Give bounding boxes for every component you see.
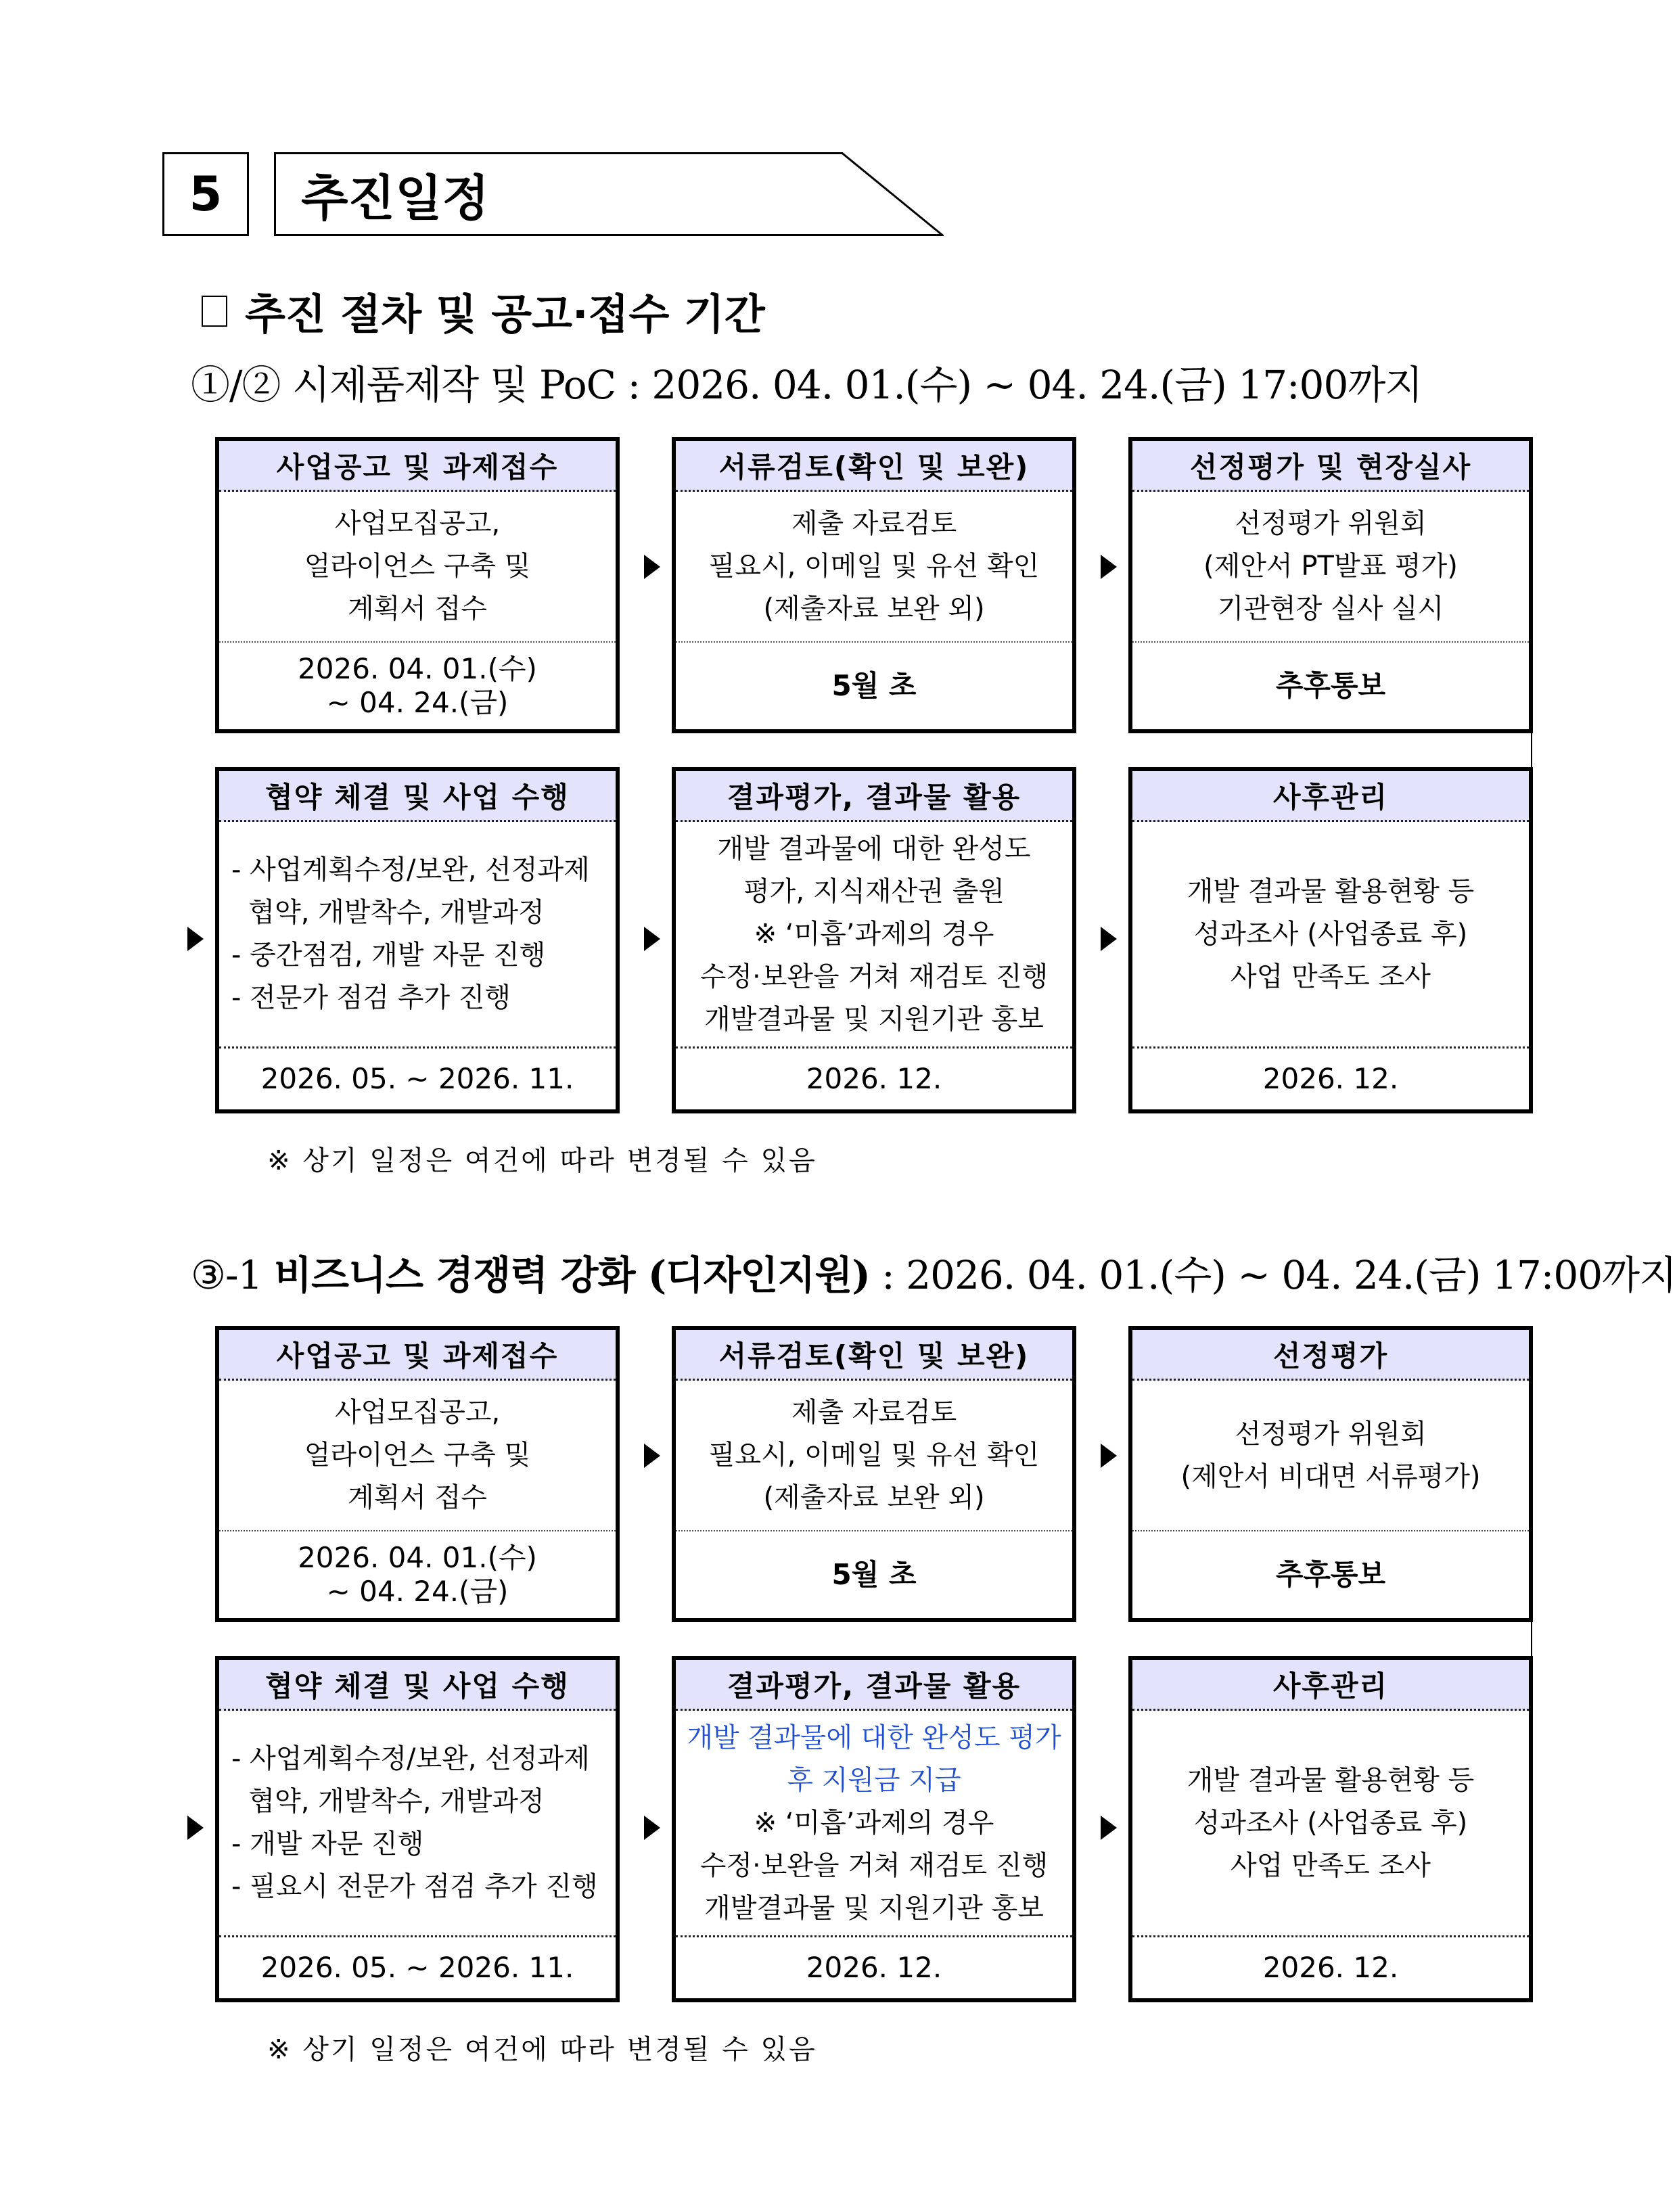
step-body-highlight-line: 후 지원금 지급 — [787, 1764, 961, 1796]
step-body-line: 기관현장 실사 실시 — [1217, 593, 1444, 624]
step-body — [676, 1381, 1072, 1530]
step-card-document-review — [672, 1326, 1076, 1622]
step-body-line: 협약, 개발착수, 개발과정 — [231, 897, 545, 928]
section-1-title — [191, 353, 1422, 410]
step-body-line: 필요시, 이메일 및 유선 확인 — [708, 1439, 1040, 1471]
section-1-period: : 2026. 04. 01.(수) ~ 04. 24.(금) 17:00까지 — [627, 362, 1423, 408]
step-period — [219, 641, 616, 729]
arrow-right-icon — [644, 1816, 660, 1840]
arrow-right-icon — [644, 927, 660, 951]
step-header: 사후관리 — [1132, 1660, 1529, 1711]
step-body — [1132, 1381, 1529, 1530]
arrow-right-icon — [187, 927, 204, 951]
step-period-line: 추후통보 — [1275, 1558, 1386, 1591]
step-body-line: 사업모집공고, — [334, 1397, 501, 1428]
step-period-line: 5월 초 — [831, 1558, 917, 1591]
step-card-result-evaluation — [672, 767, 1076, 1113]
step-body-line: 제출 자료검토 — [791, 508, 957, 539]
arrow-right-icon — [187, 1816, 204, 1840]
section-2-prefix: ③-1 — [191, 1252, 262, 1298]
arrow-right-icon — [644, 1444, 660, 1468]
step-body-line: 사업 만족도 조사 — [1231, 961, 1431, 992]
step-period — [219, 1046, 616, 1109]
step-body — [219, 1711, 616, 1935]
step-header: 결과평가, 결과물 활용 — [676, 1660, 1072, 1711]
step-body-line: 협약, 개발착수, 개발과정 — [231, 1786, 545, 1817]
checkbox-square-icon — [202, 296, 227, 327]
step-card-announcement — [215, 1326, 620, 1622]
step-body — [676, 822, 1072, 1046]
row-connector-line — [1531, 1619, 1532, 1659]
step-body-line: 수정·보완을 거쳐 재검토 진행 — [699, 961, 1049, 992]
section-1-name: 시제품제작 및 PoC — [292, 362, 616, 408]
section-2-name: 비즈니스 경쟁력 강화 (디자인지원) — [273, 1252, 870, 1298]
step-body-line: 선정평가 위원회 — [1235, 1418, 1427, 1450]
step-period-line: ~ 04. 24.(금) — [326, 1575, 509, 1608]
step-header: 사업공고 및 과제접수 — [219, 1330, 616, 1381]
schedule-note: ※ 상기 일정은 여건에 따라 변경될 수 있음 — [267, 1145, 817, 1176]
step-card-selection-evaluation — [1128, 437, 1533, 733]
arrow-right-icon — [1101, 555, 1117, 579]
step-period-line: 2026. 05. ~ 2026. 11. — [260, 1062, 574, 1095]
step-period-line: 2026. 04. 01.(수) — [298, 1541, 537, 1574]
step-body-line: 개발결과물 및 지원기관 홍보 — [704, 1892, 1044, 1924]
step-body-line: ※ ‘미흡’과제의 경우 — [754, 1807, 994, 1839]
step-header: 사후관리 — [1132, 771, 1529, 822]
step-card-follow-up — [1128, 767, 1533, 1113]
step-card-agreement — [215, 767, 620, 1113]
subheading-text: 추진 절차 및 공고·접수 기간 — [245, 290, 765, 339]
step-header: 협약 체결 및 사업 수행 — [219, 1660, 616, 1711]
step-body-line: ※ ‘미흡’과제의 경우 — [754, 918, 994, 950]
step-card-document-review — [672, 437, 1076, 733]
step-period — [1132, 1935, 1529, 1998]
step-body — [219, 492, 616, 641]
step-period-line: ~ 04. 24.(금) — [326, 686, 509, 719]
step-card-agreement — [215, 1656, 620, 2002]
step-body-line: 사업 만족도 조사 — [1231, 1849, 1431, 1881]
step-body-line: 성과조사 (사업종료 후) — [1193, 1807, 1468, 1839]
section-number-box — [162, 152, 249, 236]
subheading — [202, 281, 765, 341]
step-period — [219, 1530, 616, 1618]
step-period — [1132, 1530, 1529, 1618]
step-body-line: - 개발 자문 진행 — [231, 1828, 424, 1860]
step-body-line: 평가, 지식재산권 출원 — [743, 875, 1005, 907]
step-card-selection-evaluation — [1128, 1326, 1533, 1622]
step-body-line: 개발 결과물에 대한 완성도 — [717, 833, 1031, 865]
step-body-line: - 전문가 점검 추가 진행 — [231, 982, 511, 1013]
step-body-line: - 중간점검, 개발 자문 진행 — [231, 940, 546, 971]
step-body-line: - 필요시 전문가 점검 추가 진행 — [231, 1871, 598, 1902]
step-body-line: (제안서 비대면 서류평가) — [1180, 1460, 1481, 1492]
section-title: 추진일정 — [301, 170, 490, 227]
step-body-line: (제출자료 보완 외) — [763, 593, 985, 624]
step-header: 사업공고 및 과제접수 — [219, 441, 616, 492]
step-body-line: (제안서 PT발표 평가) — [1203, 551, 1458, 582]
step-period-line: 2026. 12. — [806, 1062, 942, 1095]
step-header: 협약 체결 및 사업 수행 — [219, 771, 616, 822]
step-period-line: 2026. 12. — [1262, 1062, 1399, 1095]
step-body — [676, 1711, 1072, 1935]
step-period-line: 2026. 12. — [806, 1951, 942, 1984]
step-header: 결과평가, 결과물 활용 — [676, 771, 1072, 822]
arrow-right-icon — [1101, 1444, 1117, 1468]
step-header: 서류검토(확인 및 보완) — [676, 441, 1072, 492]
arrow-right-icon — [1101, 1816, 1117, 1840]
step-period-line: 5월 초 — [831, 669, 917, 702]
step-body-line: 얼라이언스 구축 및 — [304, 1439, 531, 1471]
step-body-line: 제출 자료검토 — [791, 1397, 957, 1428]
section-2-period: : 2026. 04. 01.(수) ~ 04. 24.(금) 17:00까지 — [881, 1252, 1677, 1298]
row-connector-line — [1531, 731, 1532, 770]
step-body-line: 선정평가 위원회 — [1235, 508, 1427, 539]
step-card-result-evaluation — [672, 1656, 1076, 2002]
arrow-right-icon — [1101, 927, 1117, 951]
step-body-line: 수정·보완을 거쳐 재검토 진행 — [699, 1849, 1049, 1881]
step-body — [1132, 822, 1529, 1046]
step-period-line: 2026. 12. — [1262, 1951, 1399, 1984]
step-body — [219, 822, 616, 1046]
step-body-line: - 사업계획수정/보완, 선정과제 — [231, 1743, 590, 1774]
section-number: 5 — [189, 166, 223, 222]
arrow-right-icon — [644, 555, 660, 579]
step-body-line: 필요시, 이메일 및 유선 확인 — [708, 551, 1040, 582]
step-body — [1132, 1711, 1529, 1935]
step-period — [676, 1046, 1072, 1109]
step-period — [676, 1935, 1072, 1998]
step-body-line: 계획서 접수 — [348, 593, 487, 624]
step-body-line: 성과조사 (사업종료 후) — [1193, 918, 1468, 950]
section-2-title — [191, 1243, 1676, 1300]
step-period-line: 추후통보 — [1275, 669, 1386, 702]
step-header: 서류검토(확인 및 보완) — [676, 1330, 1072, 1381]
step-body-line: 계획서 접수 — [348, 1482, 487, 1513]
step-card-follow-up — [1128, 1656, 1533, 2002]
step-body — [219, 1381, 616, 1530]
step-body-line: (제출자료 보완 외) — [763, 1482, 985, 1513]
step-body-highlight-line: 개발 결과물에 대한 완성도 평가 — [687, 1722, 1061, 1753]
section-title-banner — [274, 152, 944, 236]
step-period — [219, 1935, 616, 1998]
step-body-line: 사업모집공고, — [334, 508, 501, 539]
step-card-announcement — [215, 437, 620, 733]
step-body-line: 얼라이언스 구축 및 — [304, 551, 531, 582]
step-body-line: 개발 결과물 활용현황 등 — [1187, 875, 1475, 907]
step-header: 선정평가 및 현장실사 — [1132, 441, 1529, 492]
step-body-line: - 사업계획수정/보완, 선정과제 — [231, 854, 590, 885]
step-period-line: 2026. 04. 01.(수) — [298, 652, 537, 685]
step-body-line: 개발 결과물 활용현황 등 — [1187, 1764, 1475, 1796]
step-period — [1132, 1046, 1529, 1109]
step-period-line: 2026. 05. ~ 2026. 11. — [260, 1951, 574, 1984]
step-period — [676, 641, 1072, 729]
step-body-line: 개발결과물 및 지원기관 홍보 — [704, 1003, 1044, 1035]
step-period — [1132, 641, 1529, 729]
step-body — [676, 492, 1072, 641]
step-header: 선정평가 — [1132, 1330, 1529, 1381]
section-1-prefix: ①/② — [191, 362, 281, 408]
step-body — [1132, 492, 1529, 641]
schedule-note: ※ 상기 일정은 여건에 따라 변경될 수 있음 — [267, 2034, 817, 2065]
step-period — [676, 1530, 1072, 1618]
